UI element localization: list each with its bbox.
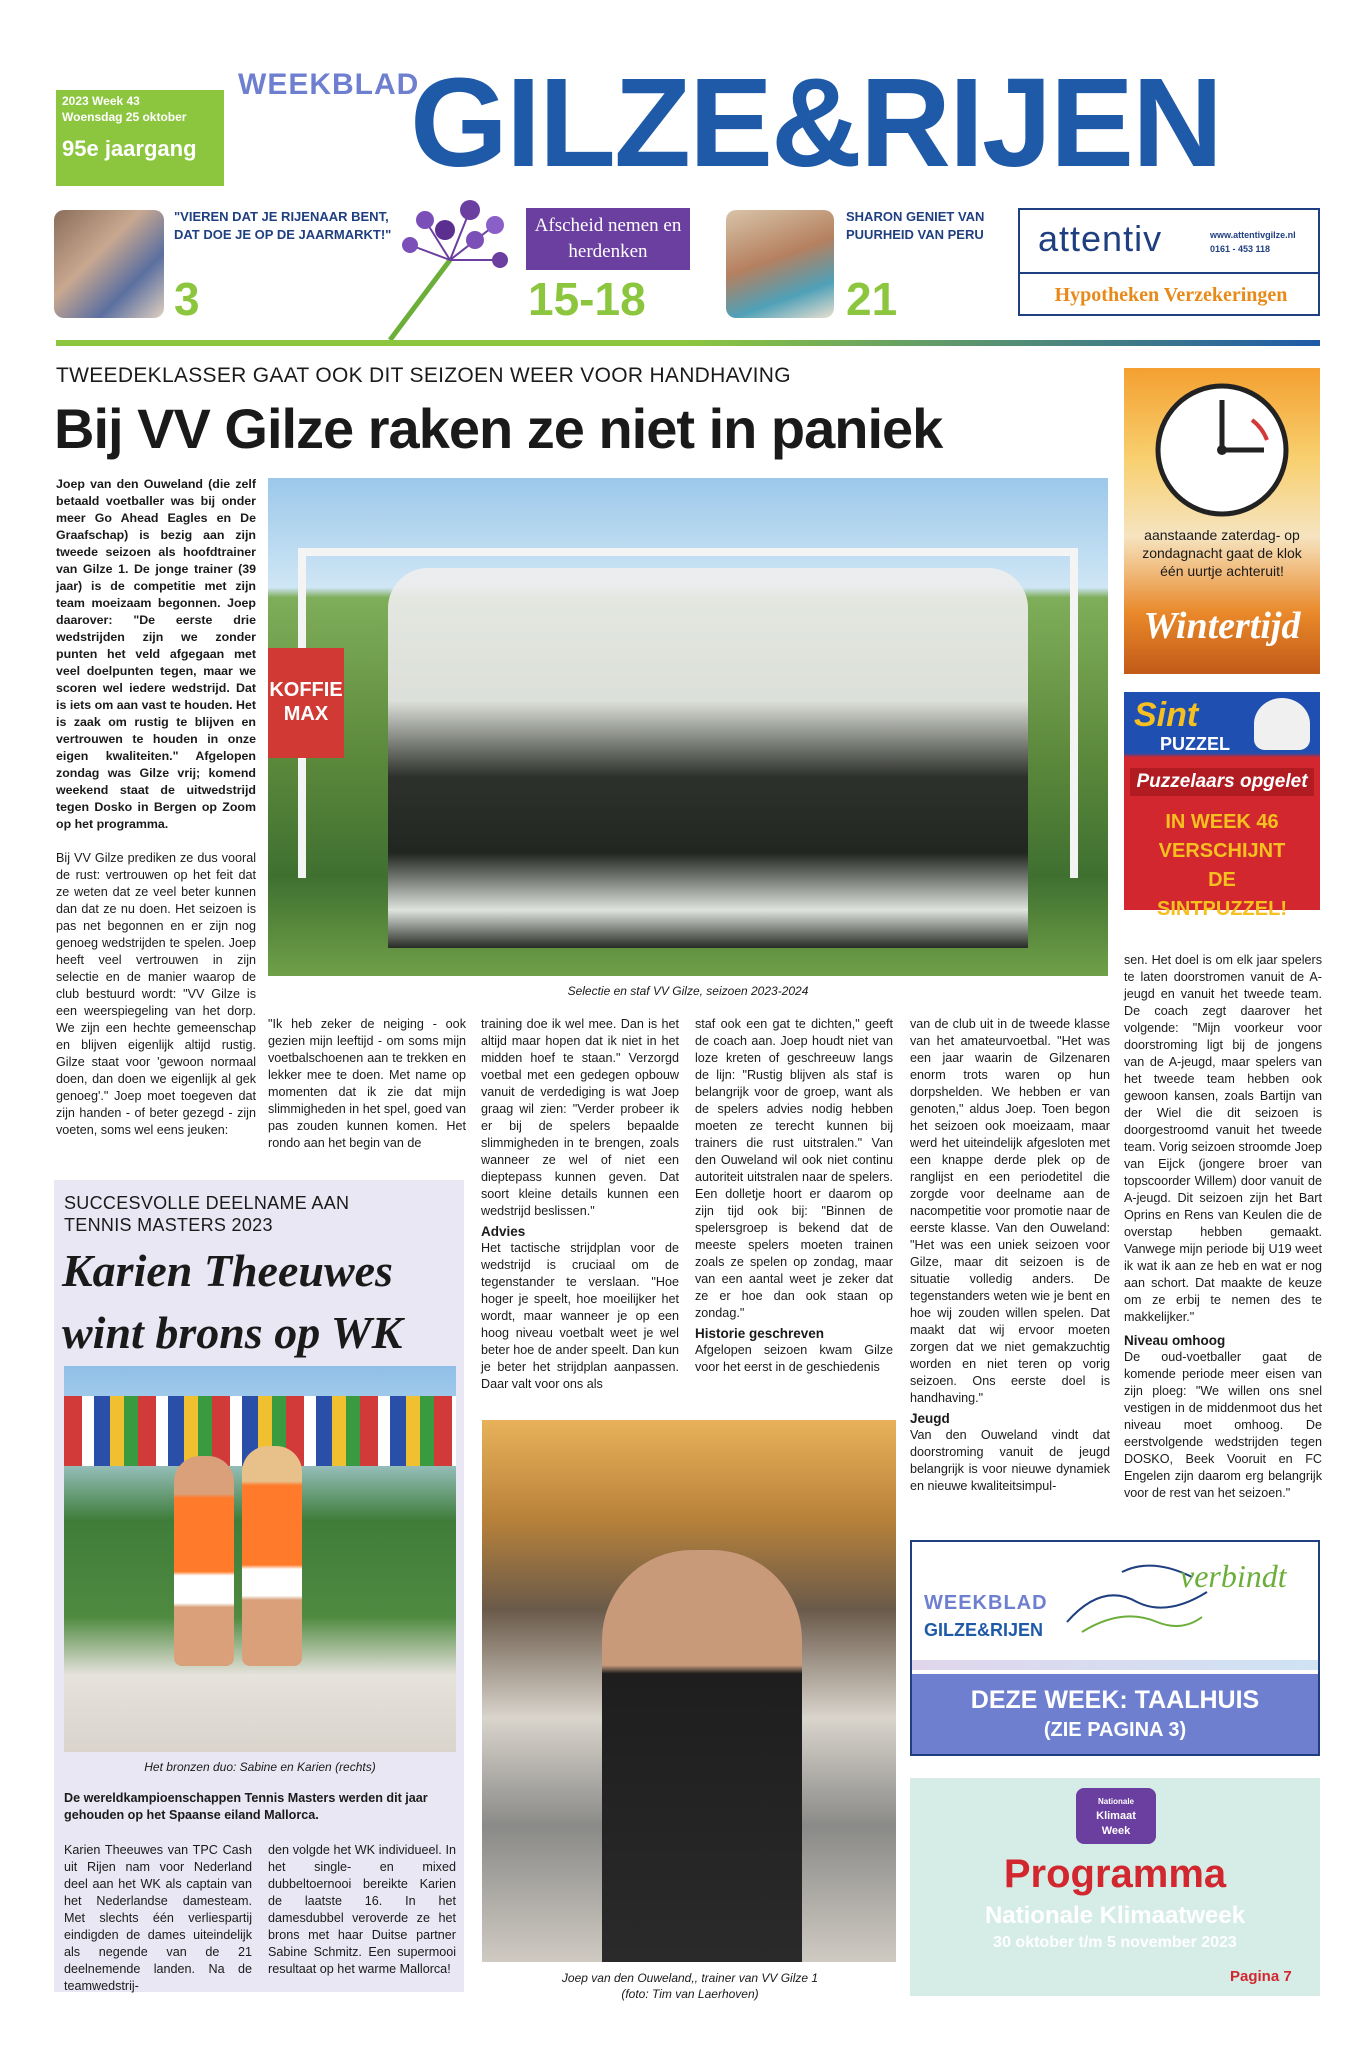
teaser-jaarmarkt-page: 3 [174, 273, 200, 325]
klimaat-logo [1076, 1788, 1156, 1844]
weekblad-label: WEEKBLAD [238, 68, 420, 101]
wintertijd-text: aanstaande zaterdag- op zondagnacht gaat de klok één uurtje achteruit! [1142, 527, 1302, 579]
main-intro: Joep van den Ouweland (die zelf betaald voetballer was bij onder meer Go Ahead Eagles en De Graafschap) is bezig aan zijn tweede seizoen als hoofdtrainer van Gilze 1. De jonge trainer (39 jaar) is de competitie met zijn team moeizaam begonnen. Joep daarover: "De eerste drie wedstrijden zijn we zonder punten het veld afgegaan met veel doelpunten tegen, maar we scoren wel iedere wedstrijd. Dat is iets om aan vast te houden. Het is zaak om rustig te blijven en vertrouwen te houden in onze eigen kwaliteiten." Afgelopen zondag was Gilze vrij; komend weekend staat de uitwedstrijd tegen Dosko in Bergen op Zoom op het programma. [56, 477, 256, 831]
puzzel-title: PUZZEL [1160, 734, 1230, 754]
klimaat-subtitle: Nationale Klimaatweek [984, 1902, 1246, 1929]
klimaat-logo-line2: Klimaat [1096, 1810, 1136, 1822]
masthead-divider [56, 340, 1320, 346]
sint-horse-icon [1254, 698, 1310, 750]
main-col4-body [695, 1016, 893, 1376]
subhead-niveau: Niveau omhoog [1124, 1333, 1226, 1348]
jaargang: 95e jaargang [62, 136, 197, 161]
tennis-photo [64, 1366, 456, 1752]
verbindt-name: GILZE&RIJEN [924, 1620, 1044, 1640]
tennis-col2: den volgde het WK individueel. In het single- en mixed dubbeltoernooi bereikte Karien de laatste 16. In het damesdubbel veroverde ze het brons met haar Duitse partner Sabine Schmitz. Een supermooi resultaat op het warme Mallorca! [268, 1843, 456, 1976]
teaser-jaarmarkt-text: "VIEREN DAT JE RIJENAAR BENT, DAT DOE JE OP DE JAARMARKT!" [174, 209, 392, 242]
sint-text: IN WEEK 46 VERSCHIJNT DE SINTPUZZEL! [1157, 811, 1287, 920]
klimaat-dates: 30 oktober t/m 5 november 2023 [993, 1934, 1237, 1951]
wintertijd-title: Wintertijd [1143, 605, 1301, 647]
teaser-sharon-page: 21 [846, 273, 898, 325]
klimaat-page-ref[interactable]: Pagina 7 [1230, 1968, 1292, 1985]
attentiv-tagline: Hypotheken Verzekeringen [1054, 284, 1288, 306]
verbindt-script: verbindt [1180, 1558, 1287, 1594]
verbindt-color-strip [912, 1660, 1318, 1670]
date-box [56, 90, 224, 186]
trainer-figure [602, 1550, 802, 1962]
attentiv-url: www.attentivgilze.nl [1210, 230, 1296, 240]
subhead-jeugd: Jeugd [910, 1411, 950, 1426]
date-line-day: Woensdag 25 oktober [62, 110, 187, 124]
attentiv-ad[interactable] [1018, 208, 1320, 316]
klimaat-logo-line1: Nationale [1097, 1797, 1134, 1806]
teaser-afscheid-box: Afscheid nemen en herdenken [526, 208, 690, 270]
sint-title: Sint [1134, 696, 1199, 734]
col4-text-b: Afgelopen seizoen kwam Gilze voor het eerst in de geschiedenis [695, 1343, 893, 1374]
verbindt-line1: DEZE WEEK: TAALHUIS [970, 1686, 1260, 1714]
attentiv-divider [1020, 272, 1318, 274]
col3-text-b: Het tactische strijdplan voor de wedstrijd is cruciaal om de tegenstander te verslaan. "Hoe hoger je speelt, hoe moeilijker het wordt, maar wanneer je op een hoog niveau voetbalt weet je wel beter hoe de ander speelt. Dan kun je beter het strijdplan aanpassen. Daar valt voor ons als [481, 1241, 679, 1391]
col4-text-a: staf ook een gat te dichten," geeft de coach aan. Joep houdt niet van loze kreten of geschreeuw langs de lijn: "Rustig blijven als staf is belangrijk voor de groep, want als de spelers advies nodig hebben moeten ze terecht kunnen bij trainers die rust uitstralen." Van den Ouweland wil ook niet continu autoriteit uitstralen naar de spelers. Een dolletje hoort er daarom op zijn tijd ook bij: "Binnen de spelersgroep is bekend dat de meeste spelers moeten trainen zoals ze spelen op zondag, maar van een aantal weet je zeker dat ze er hoe dan ook staan op zondag." [695, 1017, 893, 1320]
banner-koffie-max: KOFFIE MAX [268, 648, 344, 758]
klimaatweek-ad[interactable] [910, 1778, 1320, 1996]
teaser-sharon-text: SHARON GENIET VAN PUURHEID VAN PERU [846, 209, 985, 242]
tennis-intro: De wereldkampioenschappen Tennis Masters werden dit jaar gehouden op het Spaanse eiland Mallorca. [64, 1791, 428, 1822]
newspaper-title: GILZE&RIJEN [410, 52, 1222, 193]
team-photo [268, 478, 1108, 976]
main-col3-body [481, 1016, 679, 1393]
main-kicker: TWEEDEKLASSER GAAT OOK DIT SEIZOEN WEER VOOR HANDHAVING [56, 364, 791, 387]
tennis-photo-caption: Het bronzen duo: Sabine en Karien (rechts) [144, 1760, 376, 1774]
trainer-photo [482, 1420, 896, 1962]
subhead-historie: Historie geschreven [695, 1326, 825, 1341]
main-headline: Bij VV Gilze raken ze niet in paniek [54, 397, 943, 460]
col5-text-b: Van den Ouweland vindt dat doorstroming vanuit de jeugd belangrijk is voor nieuwe dynamiek en nieuwe kwaliteitsimpul- [910, 1428, 1110, 1493]
klimaat-title: Programma [1003, 1852, 1227, 1896]
verbindt-ad[interactable] [910, 1540, 1320, 1756]
col5-text-a: van de club uit in de tweede klasse van het amateurvoetbal. "Het was een jaar waarin de Gilzenaren enorm trots waren op hun dorpshelden. We hebben er van genoten," aldus Joep. Toen begon het seizoen ook moeizaam, maar werd het uiteindelijk afgesloten met een knappe derde plek op de ranglijst en een periodetitel die zorgde voor deelname aan de nacompetitie voor promotie naar de eerste klasse. Van den Ouweland: "Het was een uniek seizoen voor Gilze, maar dit seizoen is de situatie volledig anders. De tegenstanders weten wie je bent en hoe wij zouden willen spelen. Dat maakt dat wij ervoor moeten zorgen dat we niet gemakzuchtig worden en niet teren op vorig seizoen. Ons eerste doel is handhaving." [910, 1017, 1110, 1405]
main-col2-body: "Ik heb zeker de neiging - ook gezien mijn leeftijd - om soms mijn voetbalschoenen aan te trekken en lekker mee te doen. Met name op momenten dat ik zie dat mijn slimmigheden in het spel, goed van pas zouden kunnen komen. Het rondo aan het begin van de [268, 1017, 466, 1150]
main-col6-body [1124, 952, 1322, 1502]
agapanthus-flower-icon [330, 190, 540, 350]
col6-text-a: sen. Het doel is om elk jaar spelers te laten doorstromen vanuit de A-jeugd en vanuit het tweede team. De coach zegt daarover het volgende: "Mijn voorkeur voor doorstroming ligt bij de jongens van de A-jeugd, maar spelers van het tweede team hebben ook gewoon kansen, zoals Bartijn van der Wiel die dit seizoen is doorgestroomd vanuit het tweede team. Vorig seizoen stroomde Joep van Eijck (jongere broer van topscoorder Willem) door vanuit de A-jeugd. Dit seizoen zijn het Bart Oprins en Rens van Keulen die de overstap hebben gemaakt. Vanwege mijn periode bij U19 weet ik wat ik aan ze heb en wat er nog aan schort. Dat maakte de keuze om ze erbij te nemen des te makkelijker." [1124, 953, 1322, 1324]
wintertijd-ad[interactable] [1124, 368, 1320, 674]
sint-ribbon: Puzzelaars opgelet [1130, 768, 1314, 796]
col6-text-b: De oud-voetballer gaat de komende periode meer eisen van zijn ploeg: "We willen ons snel vestigen in de middenmoot dus het niveau moet omhoog. De eerstvolgende wedstrijden tegen DOSKO, Beek Vooruit en FC Engelen zijn daarom erg belangrijk voor de rest van het seizoen." [1124, 1350, 1322, 1500]
jaarmarkt-photo [54, 210, 164, 318]
team-photo-caption: Selectie en staf VV Gilze, seizoen 2023-2024 [567, 984, 809, 998]
verbindt-weekblad: WEEKBLAD [924, 1592, 1048, 1614]
tennis-col1: Karien Theeuwes van TPC Cash uit Rijen nam voor Nederland deel aan het WK als captain van het Nederlandse damesteam. Met slechts één verliespartij eindigden de dames uiteindelijk als negende van de 21 deelnemende landen. Na de teamwedstrij- [64, 1843, 252, 1993]
clock-icon [1152, 380, 1292, 520]
sint-puzzel-ad[interactable] [1124, 692, 1320, 920]
verbindt-line2: (ZIE PAGINA 3) [1043, 1719, 1187, 1741]
tennis-headline: Karien Theeuwes wint brons op WK [62, 1245, 403, 1358]
klimaat-logo-line3: Week [1101, 1825, 1131, 1837]
verbindt-banner [912, 1674, 1318, 1754]
col3-text-a: training doe ik wel mee. Dan is het altijd maar hopen dat ik niet in het midden hoef te staan." Verzorgd voetbal met een gedegen opbouw vanuit de verdediging is wat Joep graag wil zien: "Verder probeer ik er bij de spelers bepaalde slimmigheden in te brengen, zoals wanneer ze wel of niet een dieptepass kunnen geven. Dat soort kleine details kunnen een wedstrijd beslissen." [481, 1017, 679, 1218]
player-sabine [174, 1456, 234, 1666]
subhead-advies: Advies [481, 1224, 526, 1239]
attentiv-logo: attentiv [1038, 218, 1163, 259]
teaser-afscheid-page: 15-18 [528, 273, 646, 325]
main-col1-body: Bij VV Gilze prediken ze dus vooral de rust: vertrouwen op het feit dat ze weten dat ze veel beter kunnen dan dat ze nu doen. Het seizoen is pas net begonnen en er zijn nog genoeg wedstrijden te spelen. Joep heeft veel vertrouwen in zijn selectie en de manier waarop de club bestuurd wordt: "VV Gilze is een weerspiegeling van het dorp. We zijn een hechte gemeenschap en blijven eigenlijk altijd rustig. Gilze staat voor 'gewoon normaal doen, dan doen we eigenlijk al gek genoeg'." Joep moet toegeven dat zijn handen - of beter gezegd - zijn voeten, soms wel eens jeuken: [56, 851, 256, 1137]
sharon-peru-photo [726, 210, 834, 318]
main-col5-body [910, 1016, 1110, 1495]
date-line-week: 2023 Week 43 [62, 94, 140, 108]
attentiv-phone: 0161 - 453 118 [1210, 244, 1271, 254]
player-karien [242, 1446, 302, 1666]
tennis-kicker: SUCCESVOLLE DEELNAME AAN TENNIS MASTERS 2023 [64, 1193, 350, 1235]
trainer-photo-caption: Joep van den Ouweland,, trainer van VV Gilze 1 (foto: Tim van Laerhoven) [561, 1971, 819, 2001]
team-group [388, 568, 1028, 948]
